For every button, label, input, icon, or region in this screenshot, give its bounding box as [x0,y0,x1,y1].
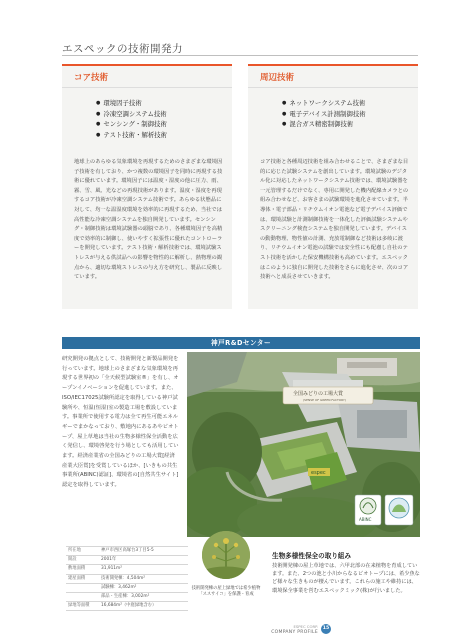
table-row [66,547,188,556]
table-cell-value: 31,911m² [99,565,188,574]
footer-label: COMPANY PROFILE [271,630,318,635]
rd-center-description: 研究開発の拠点として、技術開発と新製品開発を行っています。地球上のさまざまな気象環境を再現する世界初の「全天候型試験室®」を有し、オープンイノベーションを促進しています。また、ISO/IEC17025試験所認定を取得している神戸試験所や、恒温(恒湿)室の製造工場を敷設しています。事業所で使用する電力は全て再生可能エネルギーでまかなっており、敷地内にあるあやビオトープ、屋上草地は当社の生物多様性保全活動を広く発信し、環境啓発を行う場としても活用しています。経済産業省の全国みどりの工場大賞[経済産業大臣賞]を受賞しているほか、[いきもの共生事業所(ABINC)認証]、環境省の[自然共生サイト]認定を取得しています。 [62,356,179,489]
biodiversity-heading: 生物多様性保全の取り組み [272,552,352,560]
award-sign-subtitle: (SENSE OF GREEN FACTORY) [303,398,347,402]
list-item: ● 電子デバイス計測制御技術 [282,109,418,120]
core-technology-list [62,88,232,140]
table-cell-key [66,593,99,602]
table-cell-key: 敷地面積 [66,565,99,574]
rd-center-heading: 神戸R&Dセンター [62,337,420,349]
list-item: ● テスト技術・解析技術 [96,130,232,141]
table-row [66,593,188,602]
table-row [66,602,188,611]
rare-plant-photo [202,531,250,579]
core-technology-heading: コア技術 [62,66,232,88]
footer-brand: ESPEC CORP. [293,624,318,629]
award-sign-title: 全国みどりの工場大賞 [293,391,344,397]
table-cell-key: 緑地等面積 [66,602,99,611]
peripheral-technology-body: コア技術と各種周辺技術を組み合わせることで、さまざまな目的に応じた試験システムを創出しています。環境試験のデジタル化に対応したネットワークシステム技術では、環境試験器を一元管理するだけでなく、専用に開発した機内配線カメラとの組み合わせなど、お客さまの試験環境を進化させています。半導体・電子部品・リチウムイオン電池など電子デバイス評価では、環境試験と計測制御技術を一体化した評価試験システムやスクリーニング検査システムを独自開発しています。デバイスの動動物理、物性値の計測、充放電制御など技術は多岐に渡り、リチウムイオン電池の試験では安全性にも配慮し自社のテスト技術を活かした保安機構技術も高めています。エスペックはこのように独自に開発した技術をさらに進化させ、次のコア技術へと成長させていきます。 [260,159,409,281]
table-row [66,574,188,583]
table-cell-value: 2001年 [99,556,188,565]
table-cell-key: 建屋面積 [66,574,99,583]
table-row [66,556,188,565]
page-title: エスペックの技術開発力 [62,43,183,55]
table-cell-key: 開設 [66,556,99,565]
list-item: ● 環境因子技術 [96,98,232,109]
table-row [66,565,188,574]
table-cell-value: 技術開発棟：4,504m² [99,574,188,583]
peripheral-technology-heading: 周辺技術 [248,66,418,88]
table-row [66,583,188,592]
abinc-badge-text: ABINC [359,517,372,522]
page-number: 15 [321,624,331,634]
biodiversity-text: 技術開発棟の屋上草地では、六甲北部の在来植物を育成しています。また、2つの池と小川からなるビオトープには、希少魚など様々な生きものが棲んでいます。これらの施工や維持には、環境保全事業を営むエスペックミック(株)が行いました。 [272,563,420,594]
core-technology-body: 地球上のあらゆる気象環境を再現するためのさまざまな環境因子技術を有しており、かつ複数の環境因子を同時に再現する技術に優れています。環境因子には温度・湿度の他に圧力、雨、霧、雪、風、光などの再現技術があります。温度・湿度を再現するコア技術が冷凍空調システム技術です。あらゆる状態品に対して、均一な温湿度環境を効率的に再現するため、当社では高性能な冷凍空調システムを独自開発しています。センシング・制御技術は環境試験器の頭脳であり、各種環境因子を高精度で効率的に制御し、使いやすく拡張性に優れたコントローラーを開発しています。テスト技術・解析技術では、環境試験ストレスが与える供試品への影響を物性的に解析し、熱物理の観点から、適切な環境ストレスの与え方を研究し、製品に反映しています。 [74,159,223,281]
title-divider [62,55,418,56]
list-item: ● 冷凍空調システム技術 [96,109,232,120]
table-cell-value: 試験棟：3,462m² [99,583,188,592]
table-cell-key [66,583,99,592]
list-item: ● 混合ガス精密制御技術 [282,119,418,130]
list-item: ● センシング・制御技術 [96,119,232,130]
list-item: ● ネットワークシステム技術 [282,98,418,109]
table-cell-key: 所在地 [66,547,99,556]
rd-center-aerial-photo [187,352,420,537]
peripheral-technology-panel [248,64,418,309]
table-cell-value: 部品・生産棟：3,002m² [99,593,188,602]
table-cell-value: 神戸市西区高塚台3丁目5-5 [99,547,188,556]
table-cell-value: 16,684m²（中庭緑地含む） [99,602,188,611]
peripheral-technology-list [248,88,418,130]
facility-info-table [66,546,188,611]
building-sign-text: espec [311,470,326,476]
core-technology-panel [62,64,232,309]
rare-plant-caption: 技術開発棟の屋上緑地では希少植物「ススサイコ」を保護・育成 [191,586,261,598]
